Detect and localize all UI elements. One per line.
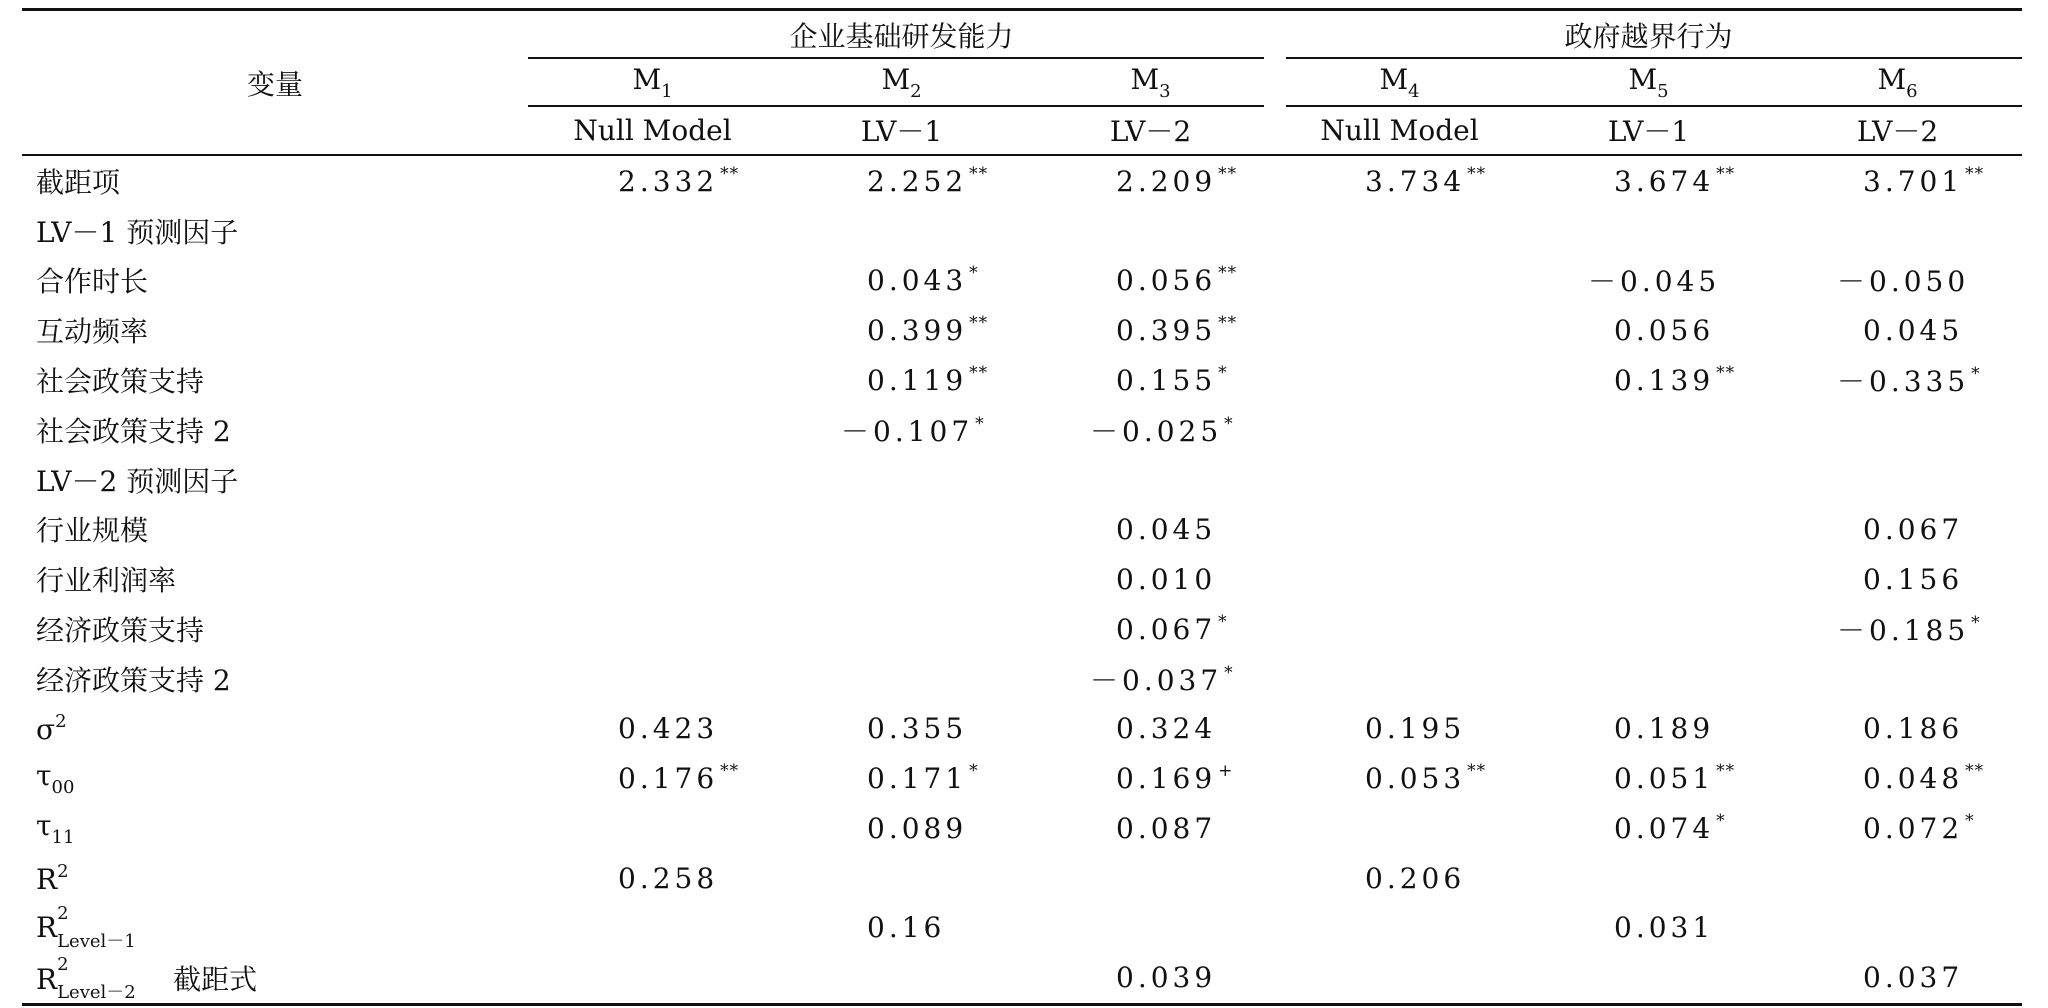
row-variable-label <box>22 704 528 754</box>
table-row <box>22 505 2022 555</box>
coefficient-value: －0.037 <box>1090 663 1223 697</box>
variable-script-stack <box>57 902 167 952</box>
coefficient-cell-m4 <box>1275 903 1524 953</box>
row-variable-label <box>22 554 528 604</box>
coefficient-cell-m5 <box>1524 903 1773 953</box>
coefficient-cell-m4 <box>1275 405 1524 455</box>
variable-name: τ <box>36 758 52 792</box>
regression-results-table <box>22 8 2022 1006</box>
row-variable-label <box>22 206 528 256</box>
header-model-m5: $M_5$ <box>1524 58 1773 106</box>
coefficient-value: 0.395 <box>1116 314 1217 348</box>
variable-suffix: 截距式 <box>173 962 258 996</box>
table-row <box>22 554 2022 604</box>
row-variable-label <box>22 305 528 355</box>
coefficient-value: 0.16 <box>867 911 946 945</box>
coefficient-cell-m1 <box>528 206 777 256</box>
coefficient-cell-m4 <box>1275 305 1524 355</box>
coefficient-cell-m1 <box>528 754 777 804</box>
coefficient-value: 0.195 <box>1365 712 1466 746</box>
coefficient-cell-m4 <box>1275 455 1524 505</box>
table-row <box>22 654 2022 704</box>
coefficient-value: 0.045 <box>1116 512 1217 546</box>
coefficient-cell-m3 <box>1026 554 1275 604</box>
coefficient-cell-m5 <box>1524 155 1773 206</box>
header-type-m3: LV－2 <box>1026 106 1275 155</box>
coefficient-cell-m6 <box>1773 903 2022 953</box>
table-row <box>22 155 2022 206</box>
coefficient-cell-m1 <box>528 405 777 455</box>
variable-name: R <box>36 911 58 945</box>
coefficient-cell-m3 <box>1026 654 1275 704</box>
variable-name: σ <box>36 713 56 747</box>
coefficient-cell-m5 <box>1524 853 1773 903</box>
variable-superscript: 2 <box>57 954 69 976</box>
significance-marker: * <box>1716 811 1726 832</box>
table-row <box>22 206 2022 256</box>
significance-marker: * <box>1971 613 1981 634</box>
significance-marker: * <box>1224 413 1234 434</box>
variable-subscript: 11 <box>51 826 75 848</box>
row-variable-label <box>22 355 528 405</box>
coefficient-cell-m1 <box>528 355 777 405</box>
coefficient-cell-m5 <box>1524 256 1773 306</box>
coefficient-cell-m6 <box>1773 803 2022 853</box>
coefficient-value: 0.139 <box>1614 364 1715 398</box>
coefficient-cell-m3 <box>1026 754 1275 804</box>
significance-marker: ** <box>1467 163 1487 184</box>
coefficient-value: 0.206 <box>1365 861 1466 895</box>
coefficient-value: 0.399 <box>867 314 968 348</box>
coefficient-cell-m4 <box>1275 654 1524 704</box>
coefficient-cell-m4 <box>1275 953 1524 1004</box>
coefficient-cell-m3 <box>1026 853 1275 903</box>
significance-marker: ** <box>720 761 740 782</box>
coefficient-value: 0.067 <box>1863 512 1964 546</box>
coefficient-cell-m1 <box>528 305 777 355</box>
coefficient-cell-m1 <box>528 256 777 306</box>
coefficient-cell-m2 <box>777 455 1026 505</box>
table-row <box>22 455 2022 505</box>
coefficient-cell-m3 <box>1026 355 1275 405</box>
significance-marker: + <box>1218 761 1234 782</box>
coefficient-value: －0.050 <box>1837 265 1970 299</box>
header-type-m6: LV－2 <box>1773 106 2022 155</box>
coefficient-cell-m3 <box>1026 405 1275 455</box>
significance-marker: ** <box>1218 313 1238 334</box>
row-variable-label <box>22 903 528 953</box>
coefficient-cell-m3 <box>1026 455 1275 505</box>
coefficient-value: 2.332 <box>618 164 719 198</box>
coefficient-value: 3.701 <box>1863 164 1964 198</box>
variable-name: 经济政策支持 <box>36 614 205 648</box>
row-variable-label <box>22 455 528 505</box>
variable-name: 经济政策支持 2 <box>36 663 231 697</box>
header-group-rd-capability: 企业基础研发能力 <box>528 10 1275 59</box>
coefficient-cell-m2 <box>777 604 1026 654</box>
significance-marker: * <box>1965 811 1975 832</box>
coefficient-cell-m6 <box>1773 853 2022 903</box>
significance-marker: ** <box>720 163 740 184</box>
coefficient-value: 2.209 <box>1116 164 1217 198</box>
header-model-m1: $M_1$ <box>528 58 777 106</box>
coefficient-cell-m2 <box>777 155 1026 206</box>
variable-name: 社会政策支持 <box>36 365 205 399</box>
row-variable-label <box>22 604 528 654</box>
coefficient-cell-m5 <box>1524 604 1773 654</box>
variable-name: τ <box>36 808 52 842</box>
variable-script-stack <box>57 954 167 1004</box>
table-row <box>22 305 2022 355</box>
table-row <box>22 953 2022 1004</box>
significance-marker: ** <box>1218 163 1238 184</box>
coefficient-value: 0.074 <box>1614 812 1715 846</box>
coefficient-value: 3.674 <box>1614 164 1715 198</box>
significance-marker: ** <box>1716 363 1736 384</box>
coefficient-cell-m4 <box>1275 853 1524 903</box>
coefficient-cell-m5 <box>1524 206 1773 256</box>
coefficient-value: 0.056 <box>1614 313 1715 347</box>
significance-marker: * <box>1971 364 1981 385</box>
coefficient-cell-m4 <box>1275 155 1524 206</box>
coefficient-cell-m2 <box>777 256 1026 306</box>
coefficient-cell-m1 <box>528 455 777 505</box>
coefficient-cell-m4 <box>1275 704 1524 754</box>
coefficient-value: 0.258 <box>618 861 719 895</box>
coefficient-value: 0.423 <box>618 712 719 746</box>
coefficient-cell-m4 <box>1275 355 1524 405</box>
coefficient-cell-m3 <box>1026 155 1275 206</box>
coefficient-cell-m6 <box>1773 256 2022 306</box>
coefficient-value: 0.089 <box>867 811 968 845</box>
significance-marker: ** <box>1218 263 1238 284</box>
significance-marker: ** <box>1965 163 1985 184</box>
coefficient-value: 0.087 <box>1116 811 1217 845</box>
significance-marker: ** <box>969 363 989 384</box>
variable-name: R <box>36 962 58 996</box>
coefficient-cell-m2 <box>777 853 1026 903</box>
coefficient-value: 0.119 <box>867 364 968 398</box>
coefficient-cell-m4 <box>1275 206 1524 256</box>
coefficient-cell-m5 <box>1524 654 1773 704</box>
coefficient-cell-m2 <box>777 704 1026 754</box>
row-variable-label <box>22 405 528 455</box>
header-type-m5: LV－1 <box>1524 106 1773 155</box>
header-model-m2: $M_2$ <box>777 58 1026 106</box>
coefficient-cell-m5 <box>1524 754 1773 804</box>
coefficient-value: 0.171 <box>867 762 968 796</box>
coefficient-value: 0.169 <box>1116 762 1217 796</box>
variable-superscript: 2 <box>57 860 69 882</box>
header-group-government-overreach: 政府越界行为 <box>1275 10 2022 59</box>
coefficient-cell-m6 <box>1773 206 2022 256</box>
coefficient-cell-m1 <box>528 654 777 704</box>
coefficient-cell-m2 <box>777 355 1026 405</box>
row-variable-label <box>22 853 528 903</box>
coefficient-value: －0.335 <box>1837 365 1970 399</box>
table-row <box>22 754 2022 804</box>
significance-marker: * <box>975 413 985 434</box>
table-row <box>22 853 2022 903</box>
coefficient-cell-m4 <box>1275 554 1524 604</box>
coefficient-cell-m5 <box>1524 455 1773 505</box>
coefficient-cell-m5 <box>1524 704 1773 754</box>
coefficient-cell-m2 <box>777 903 1026 953</box>
coefficient-cell-m2 <box>777 953 1026 1004</box>
header-type-m4: Null Model <box>1275 106 1524 155</box>
coefficient-value: －0.045 <box>1588 265 1721 299</box>
coefficient-cell-m4 <box>1275 505 1524 555</box>
significance-marker: * <box>1224 662 1234 683</box>
coefficient-cell-m4 <box>1275 604 1524 654</box>
significance-marker: ** <box>1716 761 1736 782</box>
row-variable-label <box>22 155 528 206</box>
significance-marker: ** <box>1716 163 1736 184</box>
table-row <box>22 704 2022 754</box>
coefficient-cell-m3 <box>1026 903 1275 953</box>
coefficient-cell-m6 <box>1773 155 2022 206</box>
coefficient-cell-m6 <box>1773 604 2022 654</box>
coefficient-cell-m6 <box>1773 355 2022 405</box>
coefficient-cell-m5 <box>1524 554 1773 604</box>
row-variable-label <box>22 953 528 1004</box>
significance-marker: ** <box>969 313 989 334</box>
variable-subscript: Level－1 <box>57 930 136 952</box>
coefficient-value: 0.048 <box>1863 762 1964 796</box>
coefficient-cell-m1 <box>528 903 777 953</box>
coefficient-value: －0.185 <box>1837 614 1970 648</box>
table-row <box>22 405 2022 455</box>
coefficient-cell-m6 <box>1773 505 2022 555</box>
variable-name: 互动频率 <box>36 315 149 349</box>
coefficient-cell-m6 <box>1773 455 2022 505</box>
coefficient-cell-m2 <box>777 505 1026 555</box>
coefficient-value: 0.072 <box>1863 812 1964 846</box>
coefficient-cell-m1 <box>528 604 777 654</box>
coefficient-cell-m6 <box>1773 704 2022 754</box>
coefficient-value: 0.156 <box>1863 562 1964 596</box>
coefficient-cell-m4 <box>1275 754 1524 804</box>
coefficient-cell-m6 <box>1773 554 2022 604</box>
coefficient-value: 3.734 <box>1365 164 1466 198</box>
header-type-m2: LV－1 <box>777 106 1026 155</box>
coefficient-cell-m3 <box>1026 604 1275 654</box>
coefficient-cell-m3 <box>1026 505 1275 555</box>
coefficient-cell-m5 <box>1524 305 1773 355</box>
row-variable-label <box>22 754 528 804</box>
variable-name: 行业规模 <box>36 514 149 548</box>
coefficient-cell-m6 <box>1773 654 2022 704</box>
coefficient-value: 0.056 <box>1116 264 1217 298</box>
coefficient-cell-m6 <box>1773 405 2022 455</box>
significance-marker: ** <box>1965 761 1985 782</box>
significance-marker: * <box>969 761 979 782</box>
coefficient-cell-m2 <box>777 305 1026 355</box>
coefficient-value: 0.045 <box>1863 313 1964 347</box>
coefficient-cell-m1 <box>528 953 777 1004</box>
coefficient-cell-m4 <box>1275 256 1524 306</box>
coefficient-cell-m1 <box>528 704 777 754</box>
coefficient-value: 0.189 <box>1614 712 1715 746</box>
header-model-m4: $M_4$ <box>1275 58 1524 106</box>
coefficient-cell-m2 <box>777 754 1026 804</box>
header-variable-label: 变量 <box>22 10 528 156</box>
coefficient-cell-m3 <box>1026 704 1275 754</box>
variable-subscript: 00 <box>51 776 75 798</box>
coefficient-cell-m3 <box>1026 803 1275 853</box>
coefficient-cell-m5 <box>1524 505 1773 555</box>
regression-results-table-wrapper <box>22 8 2022 1006</box>
table-header <box>22 10 2022 156</box>
coefficient-cell-m6 <box>1773 953 2022 1004</box>
variable-superscript: 2 <box>55 711 67 733</box>
table-row <box>22 903 2022 953</box>
coefficient-cell-m1 <box>528 853 777 903</box>
coefficient-value: －0.025 <box>1090 414 1223 448</box>
coefficient-cell-m6 <box>1773 305 2022 355</box>
coefficient-value: 0.176 <box>618 762 719 796</box>
variable-name: LV－1 预测因子 <box>36 215 239 249</box>
table-row <box>22 803 2022 853</box>
coefficient-value: 0.355 <box>867 712 968 746</box>
coefficient-value: －0.107 <box>841 414 974 448</box>
coefficient-cell-m2 <box>777 405 1026 455</box>
variable-name: 社会政策支持 2 <box>36 414 231 448</box>
coefficient-cell-m1 <box>528 155 777 206</box>
coefficient-value: 0.039 <box>1116 961 1217 995</box>
coefficient-cell-m3 <box>1026 256 1275 306</box>
table-body <box>22 155 2022 1004</box>
row-variable-label <box>22 803 528 853</box>
coefficient-cell-m5 <box>1524 803 1773 853</box>
coefficient-value: 0.051 <box>1614 762 1715 796</box>
table-row <box>22 256 2022 306</box>
variable-name: 行业利润率 <box>36 564 177 598</box>
variable-name: R <box>36 862 58 896</box>
coefficient-cell-m5 <box>1524 953 1773 1004</box>
coefficient-cell-m1 <box>528 554 777 604</box>
variable-subscript: Level－2 <box>57 982 136 1004</box>
variable-superscript: 2 <box>57 902 69 924</box>
significance-marker: * <box>969 263 979 284</box>
coefficient-cell-m3 <box>1026 305 1275 355</box>
coefficient-value: 0.067 <box>1116 613 1217 647</box>
coefficient-value: 2.252 <box>867 164 968 198</box>
header-type-m1: Null Model <box>528 106 777 155</box>
header-model-m3: $M_3$ <box>1026 58 1275 106</box>
coefficient-value: 0.010 <box>1116 562 1217 596</box>
coefficient-cell-m3 <box>1026 206 1275 256</box>
variable-name: 截距项 <box>36 165 121 199</box>
coefficient-cell-m5 <box>1524 355 1773 405</box>
coefficient-cell-m6 <box>1773 754 2022 804</box>
coefficient-cell-m2 <box>777 206 1026 256</box>
coefficient-cell-m2 <box>777 554 1026 604</box>
variable-name: 合作时长 <box>36 265 149 299</box>
significance-marker: ** <box>1467 761 1487 782</box>
coefficient-value: 0.037 <box>1863 961 1964 995</box>
significance-marker: * <box>1218 612 1228 633</box>
coefficient-value: 0.043 <box>867 264 968 298</box>
coefficient-cell-m2 <box>777 654 1026 704</box>
table-row <box>22 604 2022 654</box>
row-variable-label <box>22 654 528 704</box>
row-variable-label <box>22 505 528 555</box>
coefficient-value: 0.186 <box>1863 712 1964 746</box>
significance-marker: * <box>1218 363 1228 384</box>
coefficient-value: 0.155 <box>1116 364 1217 398</box>
variable-name: LV－2 预测因子 <box>36 464 239 498</box>
coefficient-value: 0.324 <box>1116 712 1217 746</box>
coefficient-cell-m1 <box>528 505 777 555</box>
coefficient-value: 0.053 <box>1365 762 1466 796</box>
table-row <box>22 355 2022 405</box>
coefficient-cell-m2 <box>777 803 1026 853</box>
coefficient-value: 0.031 <box>1614 911 1715 945</box>
coefficient-cell-m3 <box>1026 953 1275 1004</box>
coefficient-cell-m4 <box>1275 803 1524 853</box>
coefficient-cell-m1 <box>528 803 777 853</box>
coefficient-cell-m5 <box>1524 405 1773 455</box>
significance-marker: ** <box>969 163 989 184</box>
header-model-m6: $M_6$ <box>1773 58 2022 106</box>
row-variable-label <box>22 256 528 306</box>
